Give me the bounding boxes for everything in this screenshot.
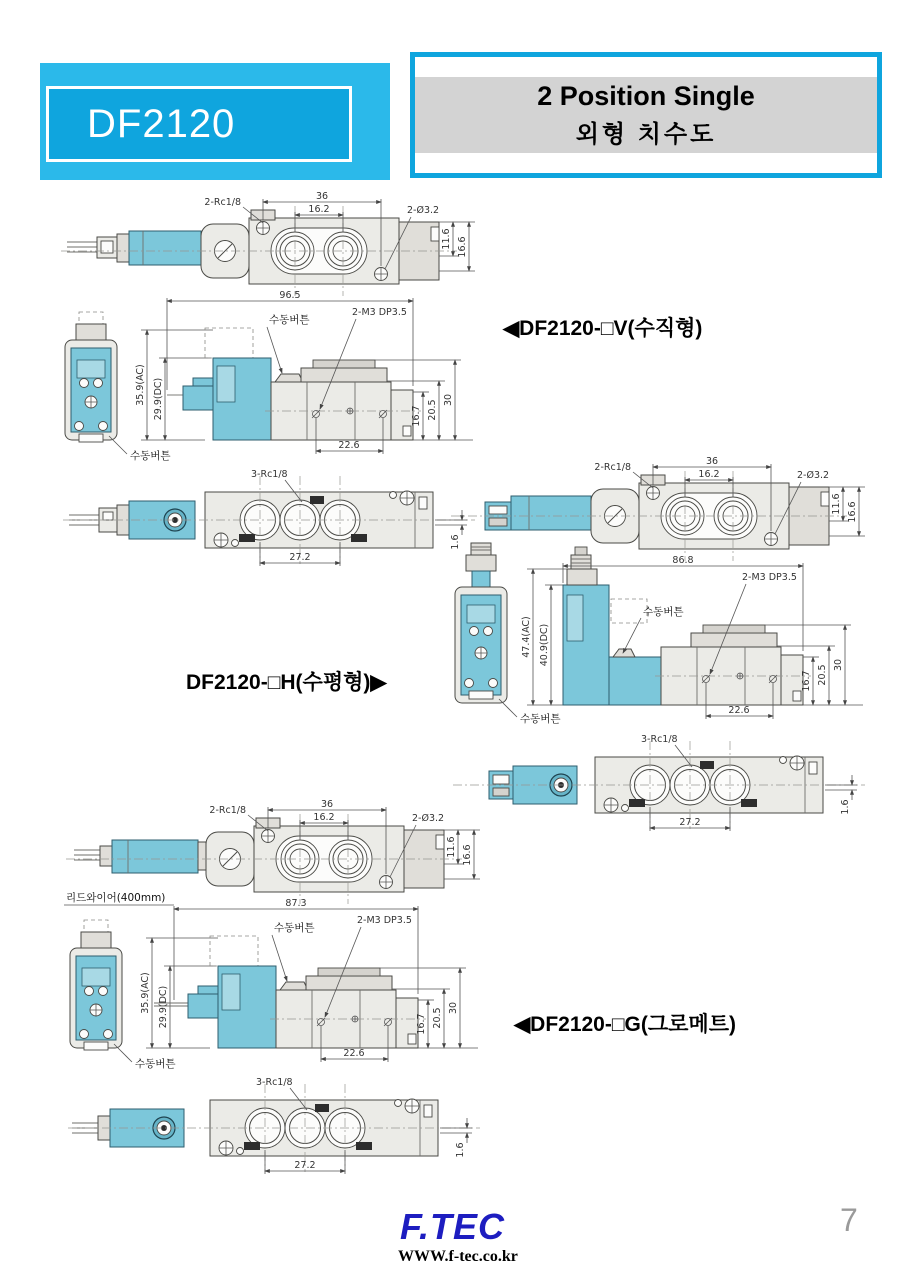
dim-depth-small: 16.7 bbox=[416, 1013, 427, 1035]
drawing-variant-h bbox=[445, 455, 895, 835]
model-box bbox=[46, 86, 352, 162]
dim-height-dc: 40.9(DC) bbox=[539, 623, 550, 667]
dim-height-outer: 16.6 bbox=[457, 236, 468, 258]
dim-port-span: 27.2 bbox=[679, 817, 701, 828]
title-band bbox=[415, 77, 877, 153]
solenoid bbox=[167, 328, 271, 440]
screw-ear bbox=[591, 489, 639, 543]
dim-height-ac: 35.9(AC) bbox=[140, 972, 151, 1014]
manual-button-label: 수동버튼 bbox=[274, 922, 315, 934]
dim-ports-label: 3-Rc1/8 bbox=[641, 734, 678, 745]
manual-button-label: 수동버튼 bbox=[130, 450, 171, 462]
variant-label-v: ◀DF2120-□V(수직형) bbox=[503, 317, 703, 340]
valve-body bbox=[655, 625, 811, 705]
manual-button-label: 수동버튼 bbox=[520, 713, 561, 725]
grommet bbox=[100, 846, 112, 866]
dim-port-span: 27.2 bbox=[294, 1160, 316, 1171]
screw-ear bbox=[206, 832, 254, 886]
dim-depth-mid: 20.5 bbox=[817, 664, 828, 686]
company-url: WWW.f-tec.co.kr bbox=[398, 1248, 518, 1265]
tap-label: 2-M3 DP3.5 bbox=[352, 307, 407, 318]
offset-dimension bbox=[440, 1118, 472, 1158]
valve-body bbox=[210, 1099, 438, 1156]
height-dimensions bbox=[521, 569, 567, 705]
dim-total-length: 87.3 bbox=[285, 898, 307, 909]
dim-width-inner: 16.2 bbox=[698, 469, 720, 480]
manual-button-label: 수동버튼 bbox=[643, 606, 684, 618]
offset-dimension bbox=[825, 775, 857, 815]
dim-height-inner: 11.6 bbox=[446, 836, 457, 858]
dim-height-dc: 29.9(DC) bbox=[153, 377, 164, 421]
valve-body bbox=[595, 756, 823, 813]
title-line1: 2 Position Single bbox=[537, 81, 755, 111]
dim-width-outer: 36 bbox=[315, 191, 329, 202]
manual-button-label: 수동버튼 bbox=[135, 1058, 176, 1070]
manual-button-label: 수동버튼 bbox=[269, 314, 310, 326]
tap-label: 2-M3 DP3.5 bbox=[742, 572, 797, 583]
dim-width-outer: 36 bbox=[320, 799, 334, 810]
h-side-view bbox=[455, 543, 863, 725]
dim-offset: 1.6 bbox=[455, 1142, 466, 1158]
end-view bbox=[455, 543, 507, 703]
dim-tap-span: 22.6 bbox=[343, 1048, 365, 1059]
g-top-view bbox=[66, 799, 480, 904]
g-side-view bbox=[64, 891, 478, 1070]
valve-body bbox=[249, 210, 439, 284]
lead-wires bbox=[74, 850, 100, 860]
dim-depth-mid: 20.5 bbox=[432, 1007, 443, 1029]
drawing-variant-v bbox=[55, 190, 495, 570]
dim-width-outer: 36 bbox=[705, 456, 719, 467]
dim-holes-label: 2-Ø3.2 bbox=[407, 205, 440, 216]
dim-offset: 1.6 bbox=[450, 534, 461, 550]
dim-holes-label: 2-Ø3.2 bbox=[412, 813, 445, 824]
page-number: 7 bbox=[840, 1202, 858, 1238]
solenoid bbox=[511, 496, 591, 530]
title-line2: 외형 치수도 bbox=[575, 121, 717, 148]
dim-height-inner: 11.6 bbox=[831, 493, 842, 515]
dim-holes-label: 2-Ø3.2 bbox=[797, 470, 830, 481]
dim-height-body: 30 bbox=[448, 1001, 459, 1015]
valve-body bbox=[205, 491, 433, 548]
h-bottom-view bbox=[453, 734, 865, 831]
end-view bbox=[70, 920, 122, 1050]
variant-label-g: ◀DF2120-□G(그로메트) bbox=[514, 1013, 737, 1036]
dim-depth-small: 16.7 bbox=[411, 405, 422, 427]
title-box bbox=[410, 52, 882, 178]
dim-port-span: 27.2 bbox=[289, 552, 311, 563]
valve-body bbox=[254, 818, 444, 892]
dim-ports-label: 2-Rc1/8 bbox=[594, 462, 631, 473]
connector bbox=[97, 234, 129, 262]
dim-height-outer: 16.6 bbox=[847, 501, 858, 523]
valve-body bbox=[270, 968, 426, 1048]
solenoid bbox=[129, 231, 201, 265]
end-view bbox=[65, 312, 117, 442]
model-code: DF2120 bbox=[87, 101, 236, 146]
solenoid bbox=[563, 547, 661, 705]
dim-height-dc: 29.9(DC) bbox=[158, 985, 169, 1029]
dim-ports-label: 3-Rc1/8 bbox=[251, 469, 288, 480]
drawing-variant-g bbox=[60, 798, 500, 1178]
solenoid bbox=[112, 840, 206, 873]
dim-height-body: 30 bbox=[443, 393, 454, 407]
dim-tap-span: 22.6 bbox=[338, 440, 360, 451]
dim-depth-mid: 20.5 bbox=[427, 399, 438, 421]
dim-depth-small: 16.7 bbox=[801, 670, 812, 692]
dim-ports-label: 2-Rc1/8 bbox=[209, 805, 246, 816]
valve-body bbox=[265, 360, 421, 440]
dim-ports-label: 3-Rc1/8 bbox=[256, 1077, 293, 1088]
g-bottom-view bbox=[68, 1077, 480, 1174]
h-top-view bbox=[451, 456, 865, 561]
dim-total-length: 86.8 bbox=[672, 555, 694, 566]
v-top-view bbox=[61, 191, 475, 296]
dim-total-length: 96.5 bbox=[279, 290, 301, 301]
dim-width-inner: 16.2 bbox=[313, 812, 335, 823]
dim-height-ac: 47.4(AC) bbox=[521, 616, 532, 658]
screw-ear bbox=[201, 224, 249, 278]
dim-height-inner: 11.6 bbox=[441, 228, 452, 250]
valve-body bbox=[639, 475, 829, 549]
lead-wires bbox=[67, 242, 97, 252]
solenoid bbox=[154, 936, 276, 1048]
dim-height-outer: 16.6 bbox=[462, 844, 473, 866]
dim-offset: 1.6 bbox=[840, 799, 851, 815]
dim-height-ac: 35.9(AC) bbox=[135, 364, 146, 406]
v-bottom-view bbox=[63, 469, 475, 566]
company-logo: F.TEC bbox=[400, 1206, 506, 1247]
tap-label: 2-M3 DP3.5 bbox=[357, 915, 412, 926]
dim-width-inner: 16.2 bbox=[308, 204, 330, 215]
v-side-view bbox=[65, 290, 473, 462]
lead-wire-label: 리드와이어(400mm) bbox=[66, 892, 166, 904]
dim-height-body: 30 bbox=[833, 658, 844, 672]
dim-tap-span: 22.6 bbox=[728, 705, 750, 716]
variant-label-h: DF2120-□H(수평형)▶ bbox=[186, 671, 387, 694]
dim-ports-label: 2-Rc1/8 bbox=[204, 197, 241, 208]
